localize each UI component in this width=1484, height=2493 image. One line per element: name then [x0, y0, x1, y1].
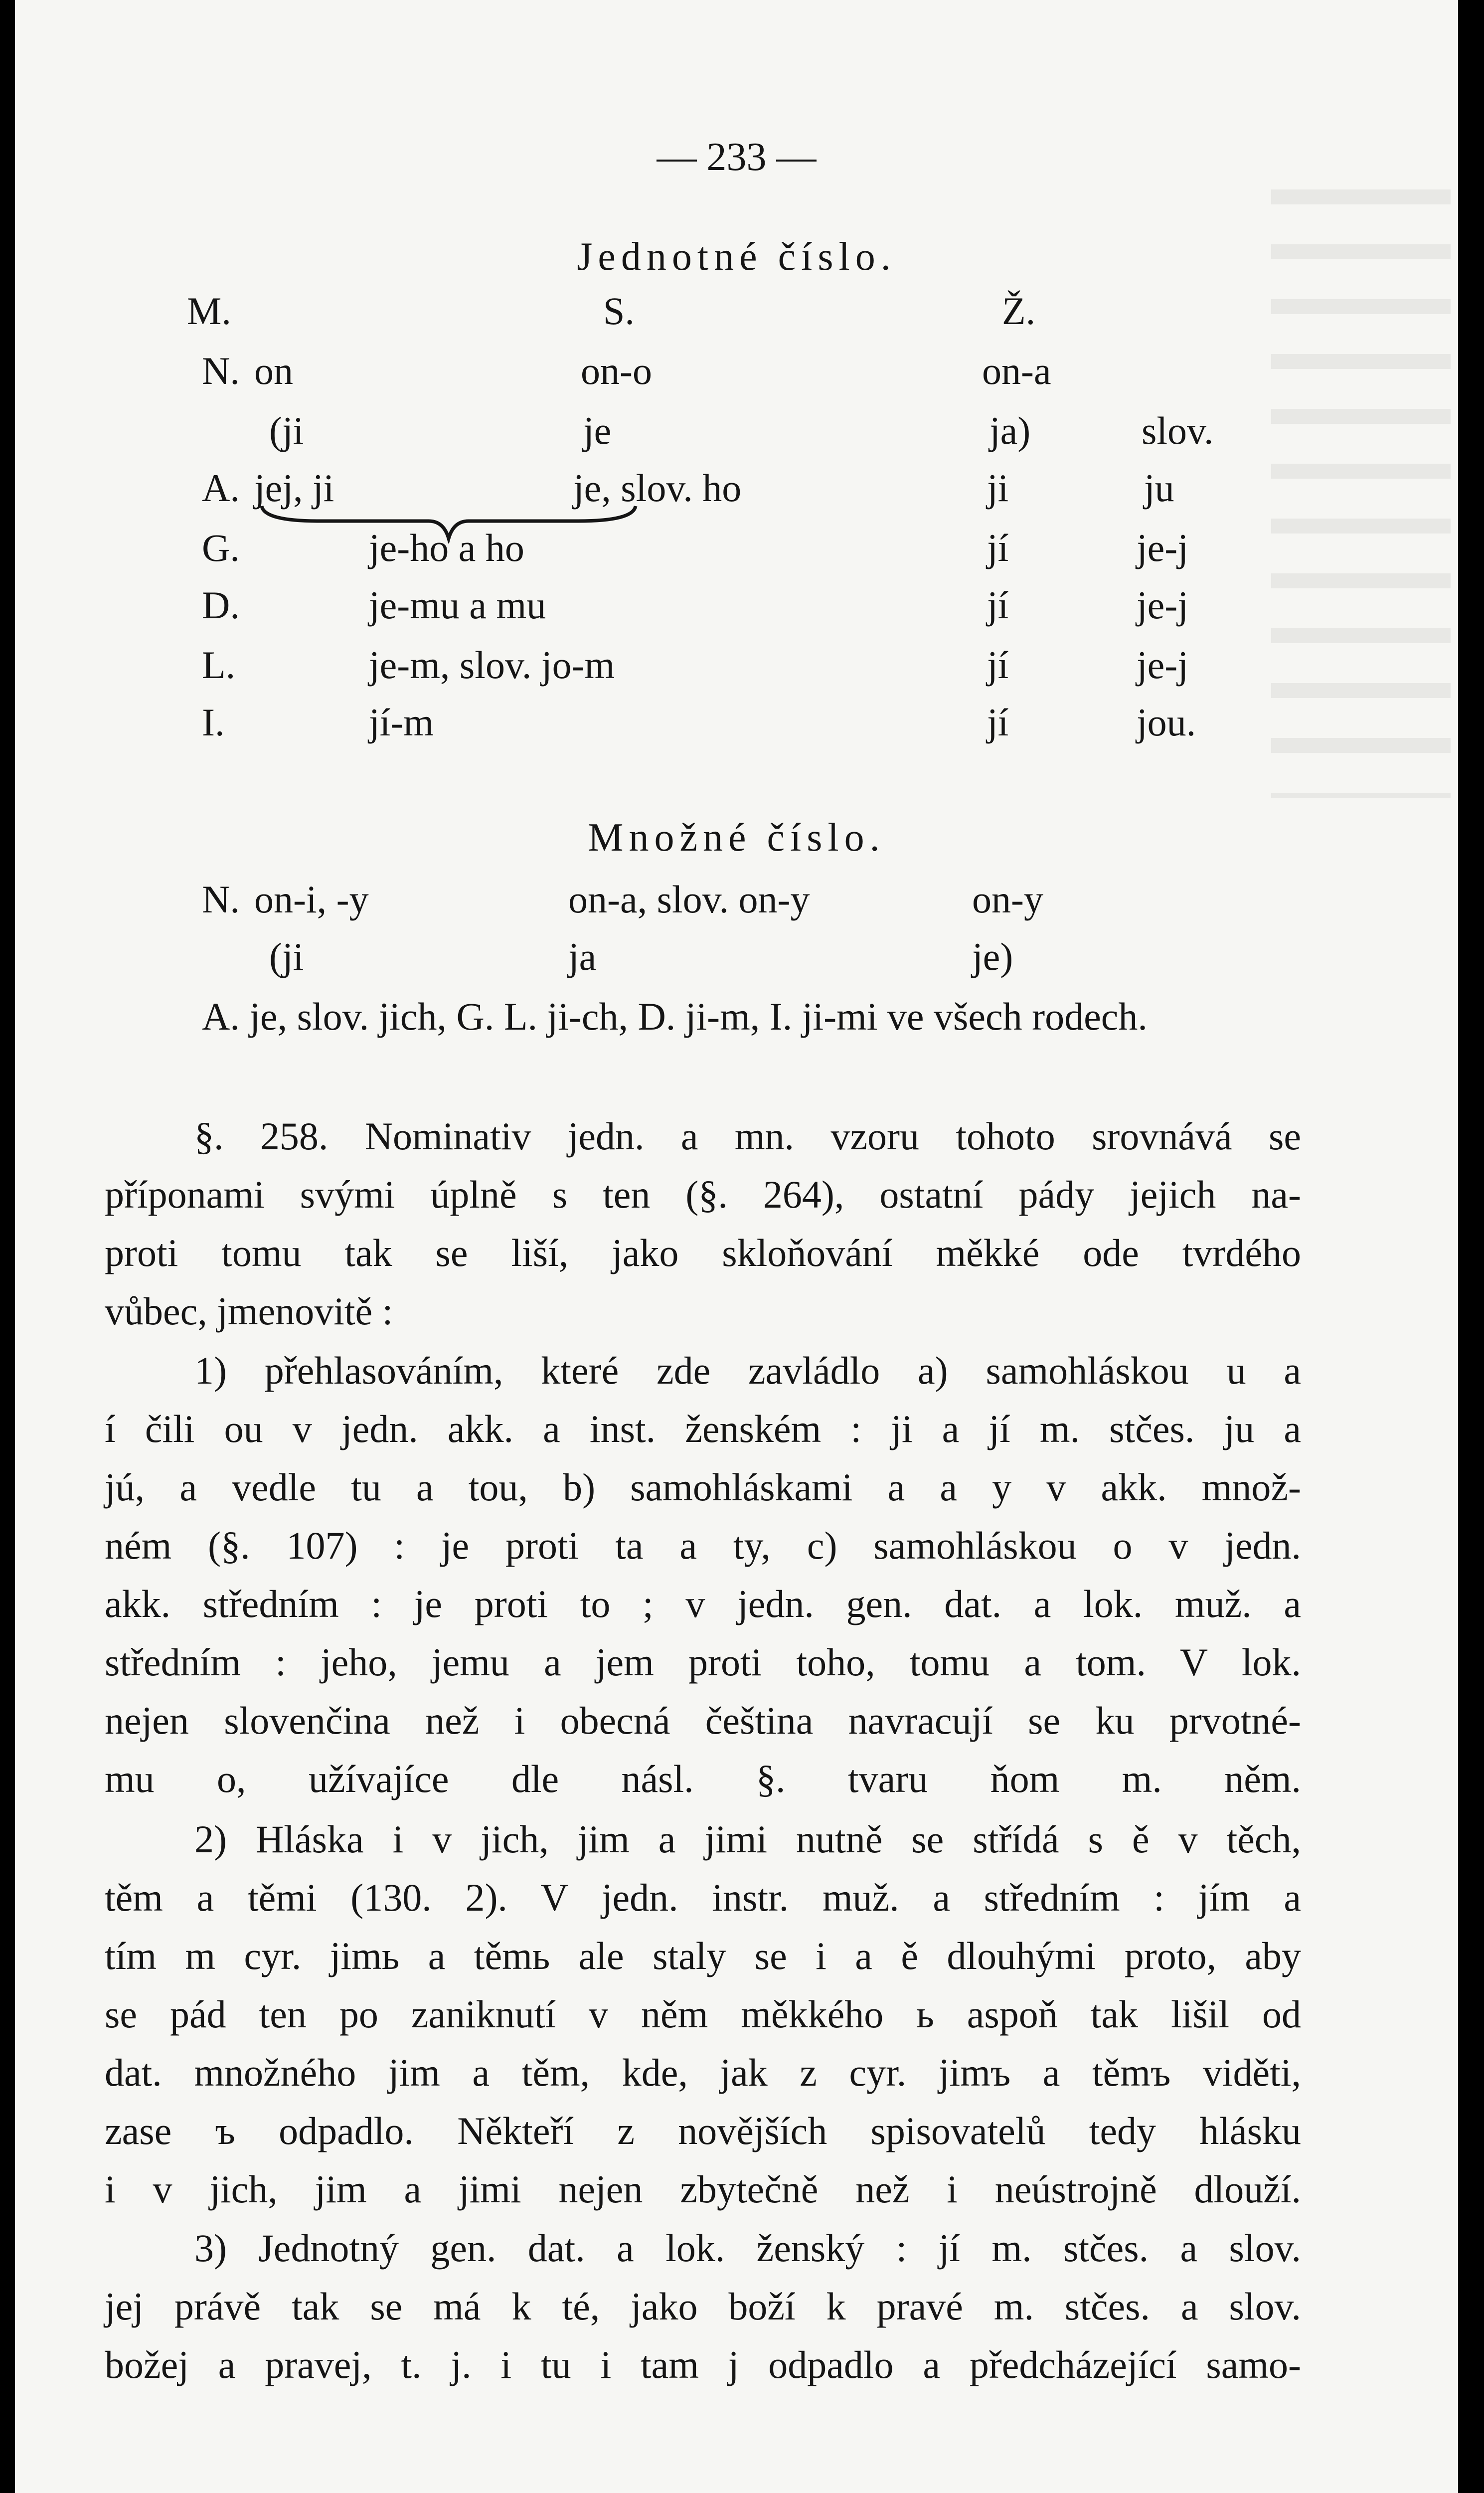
form-s: on-a, slov. on-y	[568, 878, 810, 921]
form-m: on-i, -y	[254, 878, 369, 921]
form-f: ja)	[989, 409, 1031, 452]
plural-accusative-line: A. je, slov. jich, G. L. ji-ch, D. ji-m, I. ji-mi ve všech rodech.	[202, 995, 1148, 1038]
form-m: on	[254, 349, 293, 392]
form-f: on-y	[972, 878, 1043, 921]
text-line: jú, a vedle tu a tou, b) samohláskami a a y v akk. množ-	[105, 1465, 1301, 1509]
form-m: jej, ji	[254, 466, 334, 510]
gender-f: Ž.	[1002, 289, 1036, 333]
form-f: jí	[987, 526, 1009, 569]
case-label: N.	[202, 878, 240, 921]
paragraph-3	[105, 2219, 1301, 2394]
plural-heading: Množné číslo.	[588, 816, 885, 860]
page-number: — 233 —	[657, 135, 817, 179]
case-label: G.	[202, 526, 240, 569]
form-extra: slov.	[1142, 409, 1214, 452]
form-f: jí	[987, 701, 1009, 744]
text-line: jej právě tak se má k té, jako boží k pravé m. stčes. a slov.	[105, 2285, 1301, 2328]
form-s: on-o	[581, 349, 652, 392]
case-label: A.	[202, 466, 240, 510]
text-line: í čili ou v jedn. akk. a inst. ženském : ji a jí m. stčes. ju a	[105, 1407, 1301, 1450]
singular-heading: Jednotné číslo.	[577, 235, 896, 279]
form-extra: je-j	[1137, 583, 1188, 627]
gender-m: M.	[187, 289, 231, 333]
text-line: i v jich, jim a jimi nejen zbytečně než i neústrojně dlouží.	[105, 2167, 1301, 2211]
form-s: je, slov. ho	[573, 466, 742, 510]
case-label: I.	[202, 701, 225, 744]
text-line: vůbec, jmenovitě :	[105, 1289, 393, 1333]
paragraph-2	[105, 1810, 1301, 2218]
text-line: §. 258. Nominativ jedn. a mn. vzoru tohoto srovnává se	[194, 1114, 1301, 1158]
form-m: (ji	[269, 409, 304, 452]
form-f: on-a	[982, 349, 1051, 392]
text-line: mu o, užívajíce dle násl. §. tvaru ňom m. něm.	[105, 1757, 1301, 1800]
form-m: (ji	[269, 935, 304, 978]
form-extra: ju	[1144, 466, 1174, 510]
text-line: tím m cyr. jimь a těmь ale staly se i a ě dlouhými proto, aby	[105, 1934, 1301, 1977]
form-s: je	[583, 409, 612, 452]
text-line: příponami svými úplně s ten (§. 264), ostatní pády jejich na-	[105, 1173, 1301, 1216]
form-m: je-ho a ho	[369, 526, 524, 569]
text-line: středním : jeho, jemu a jem proti toho, tomu a tom. V lok.	[105, 1640, 1301, 1684]
form-f: jí	[987, 583, 1009, 627]
case-label: L.	[202, 643, 236, 687]
text-line: proti tomu tak se liší, jako skloňování měkké ode tvrdého	[105, 1231, 1301, 1274]
text-line: božej a pravej, t. j. i tu i tam j odpadlo a předcházející samo-	[105, 2343, 1301, 2386]
text-line: 2) Hláska i v jich, jim a jimi nutně se střídá s ě v těch,	[194, 1817, 1301, 1861]
form-f: je)	[972, 935, 1013, 978]
form-m: jí-m	[369, 701, 434, 744]
text-line: akk. středním : je proti to ; v jedn. gen. dat. a lok. muž. a	[105, 1582, 1301, 1625]
gender-s: S.	[603, 289, 635, 333]
form-f: ji	[987, 466, 1009, 510]
paragraph-258	[105, 1107, 1301, 1340]
form-m: je-mu a mu	[369, 583, 546, 627]
text-line: se pád ten po zaniknutí v něm měkkého ь aspoň tak lišil od	[105, 1992, 1301, 2036]
case-label: N.	[202, 349, 240, 392]
text-line: 3) Jednotný gen. dat. a lok. ženský : jí m. stčes. a slov.	[194, 2226, 1301, 2270]
form-f: jí	[987, 643, 1009, 687]
text-line: dat. množného jim a těm, kde, jak z cyr. jimъ a těmъ viděti,	[105, 2051, 1301, 2094]
text-line: 1) přehlasováním, které zde zavládlo a) samohláskou u a	[194, 1349, 1301, 1392]
form-extra: je-j	[1137, 643, 1188, 687]
form-extra: je-j	[1137, 526, 1188, 569]
text-line: ném (§. 107) : je proti ta a ty, c) samohláskou o v jedn.	[105, 1524, 1301, 1567]
form-m: je-m, slov. jo-m	[369, 643, 615, 687]
book-page	[15, 0, 1458, 2493]
form-extra: jou.	[1137, 701, 1196, 744]
form-s: ja	[568, 935, 597, 978]
text-line: těm a těmi (130. 2). V jedn. instr. muž. a středním : jím a	[105, 1876, 1301, 1919]
paragraph-1	[105, 1341, 1301, 1808]
text-line: nejen slovenčina než i obecná čeština navracují se ku prvotné-	[105, 1699, 1301, 1742]
text-line: zase ъ odpadlo. Někteří z novějších spisovatelů tedy hlásku	[105, 2109, 1301, 2152]
case-label: D.	[202, 583, 240, 627]
